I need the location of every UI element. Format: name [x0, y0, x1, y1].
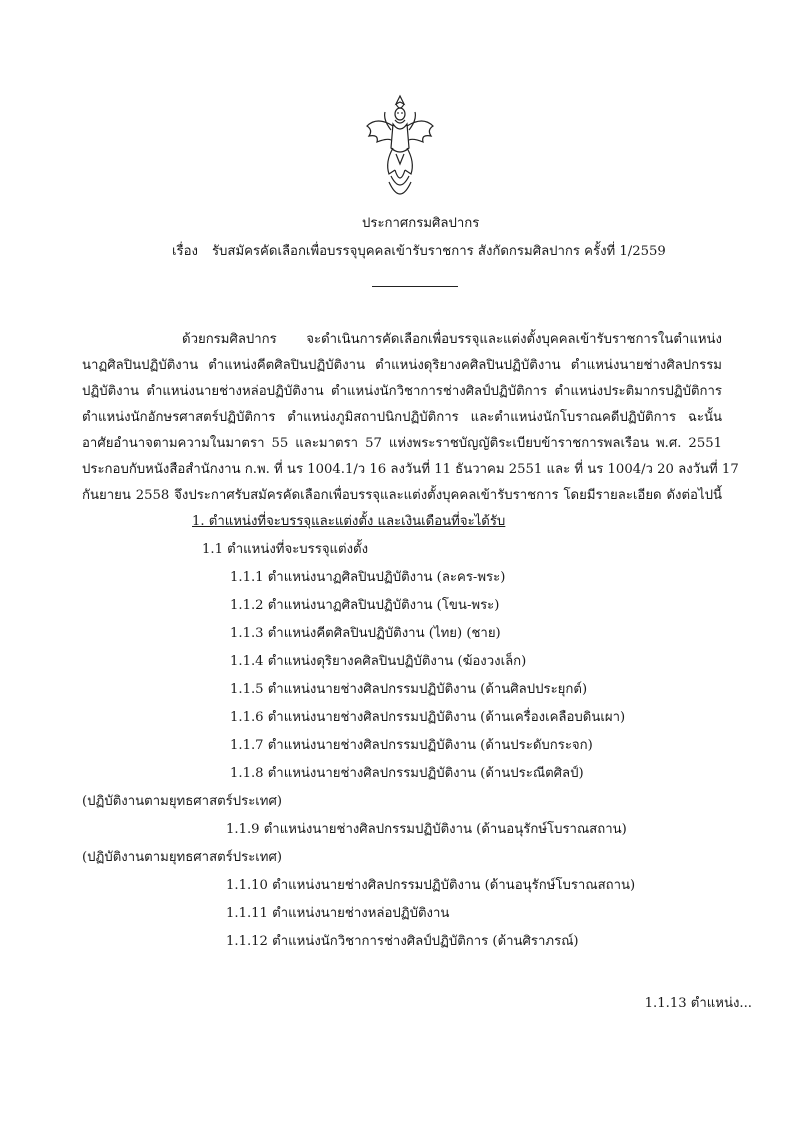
position-item: 1.1.10 ตำแหน่งนายช่างศิลปกรรมปฏิบัติงาน (ด้านอนุรักษ์โบราณสถาน) [226, 878, 636, 893]
paragraph-line: ด้วยกรมศิลปากร จะดำเนินการคัดเลือกเพื่อบรรจุและแต่งตั้งบุคคลเข้ารับราชการในตำแหน่ง [182, 332, 722, 347]
position-item: 1.1.9 ตำแหน่งนายช่างศิลปกรรมปฏิบัติงาน (ด้านอนุรักษ์โบราณสถาน) [226, 822, 627, 837]
paragraph-line: ปฏิบัติงาน ตำแหน่งนายช่างหล่อปฏิบัติงาน ตำแหน่งนักวิชาการช่างศิลป์ปฏิบัติการ ตำแหน่งประติมากรปฏิบัติการ [82, 384, 722, 399]
subsection-heading: 1.1 ตำแหน่งที่จะบรรจุแต่งตั้ง [202, 542, 369, 557]
announcement-title: ประกาศกรมศิลปากร [362, 216, 480, 231]
section-heading: 1. ตำแหน่งที่จะบรรจุและแต่งตั้ง และเงินเดือนที่จะได้รับ [192, 514, 506, 529]
position-item: 1.1.4 ตำแหน่งดุริยางคศิลปินปฏิบัติงาน (ฆ้องวงเล็ก) [230, 654, 527, 669]
position-item-note: (ปฏิบัติงานตามยุทธศาสตร์ประเทศ) [82, 850, 283, 865]
position-item: 1.1.8 ตำแหน่งนายช่างศิลปกรรมปฏิบัติงาน (ด้านประณีตศิลป์) [230, 766, 584, 781]
position-item: 1.1.12 ตำแหน่งนักวิชาการช่างศิลป์ปฏิบัติการ (ด้านศิราภรณ์) [226, 934, 579, 949]
position-item: 1.1.2 ตำแหน่งนาฏศิลปินปฏิบัติงาน (โขน-พระ) [230, 598, 500, 613]
paragraph-line: นาฏศิลปินปฏิบัติงาน ตำแหน่งคีตศิลปินปฏิบัติงาน ตำแหน่งดุริยางคศิลปินปฏิบัติงาน ตำแหน่งนายช่างศิลปกรรม [82, 358, 722, 373]
position-item: 1.1.11 ตำแหน่งนายช่างหล่อปฏิบัติงาน [226, 906, 450, 921]
position-item: 1.1.6 ตำแหน่งนายช่างศิลปกรรมปฏิบัติงาน (ด้านเครื่องเคลือบดินเผา) [230, 710, 626, 725]
position-item-note: (ปฏิบัติงานตามยุทธศาสตร์ประเทศ) [82, 794, 283, 809]
position-item: 1.1.3 ตำแหน่งคีตศิลปินปฏิบัติงาน (ไทย) (ชาย) [230, 626, 501, 641]
position-item: 1.1.1 ตำแหน่งนาฏศิลปินปฏิบัติงาน (ละคร-พระ) [230, 570, 506, 585]
paragraph-line: กันยายน 2558 จึงประกาศรับสมัครคัดเลือกเพื่อบรรจุและแต่งตั้งบุคคลเข้ารับราชการ โดยมีรายละเอียด ดังต่อไปนี้ [82, 488, 722, 503]
garuda-emblem-icon [355, 90, 445, 210]
continuation-marker: 1.1.13 ตำแหน่ง... [644, 996, 752, 1011]
position-item: 1.1.5 ตำแหน่งนายช่างศิลปกรรมปฏิบัติงาน (ด้านศิลปประยุกต์) [230, 682, 588, 697]
position-item: 1.1.7 ตำแหน่งนายช่างศิลปกรรมปฏิบัติงาน (ด้านประดับกระจก) [230, 738, 593, 753]
paragraph-line: ประกอบกับหนังสือสำนักงาน ก.พ. ที่ นร 1004.1/ว 16 ลงวันที่ 11 ธันวาคม 2551 และ ที่ นร 1004/ว 20 ลงวันที่ 17 [82, 462, 739, 477]
paragraph-line: ตำแหน่งนักอักษรศาสตร์ปฏิบัติการ ตำแหน่งภูมิสถาปนิกปฏิบัติการ และตำแหน่งนักโบราณคดีปฏิบัติการ ฉะนั้น [82, 410, 722, 425]
paragraph-line: อาศัยอำนาจตามความในมาตรา 55 และมาตรา 57 แห่งพระราชบัญญัติระเบียบข้าราชการพลเรือน พ.ศ. 2551 [82, 436, 722, 451]
divider-rule [372, 286, 458, 287]
subject-line [172, 242, 666, 262]
subject-label: เรื่อง [172, 244, 198, 259]
subject-text: รับสมัครคัดเลือกเพื่อบรรจุบุคคลเข้ารับราชการ สังกัดกรมศิลปากร ครั้งที่ 1/2559 [211, 244, 666, 259]
